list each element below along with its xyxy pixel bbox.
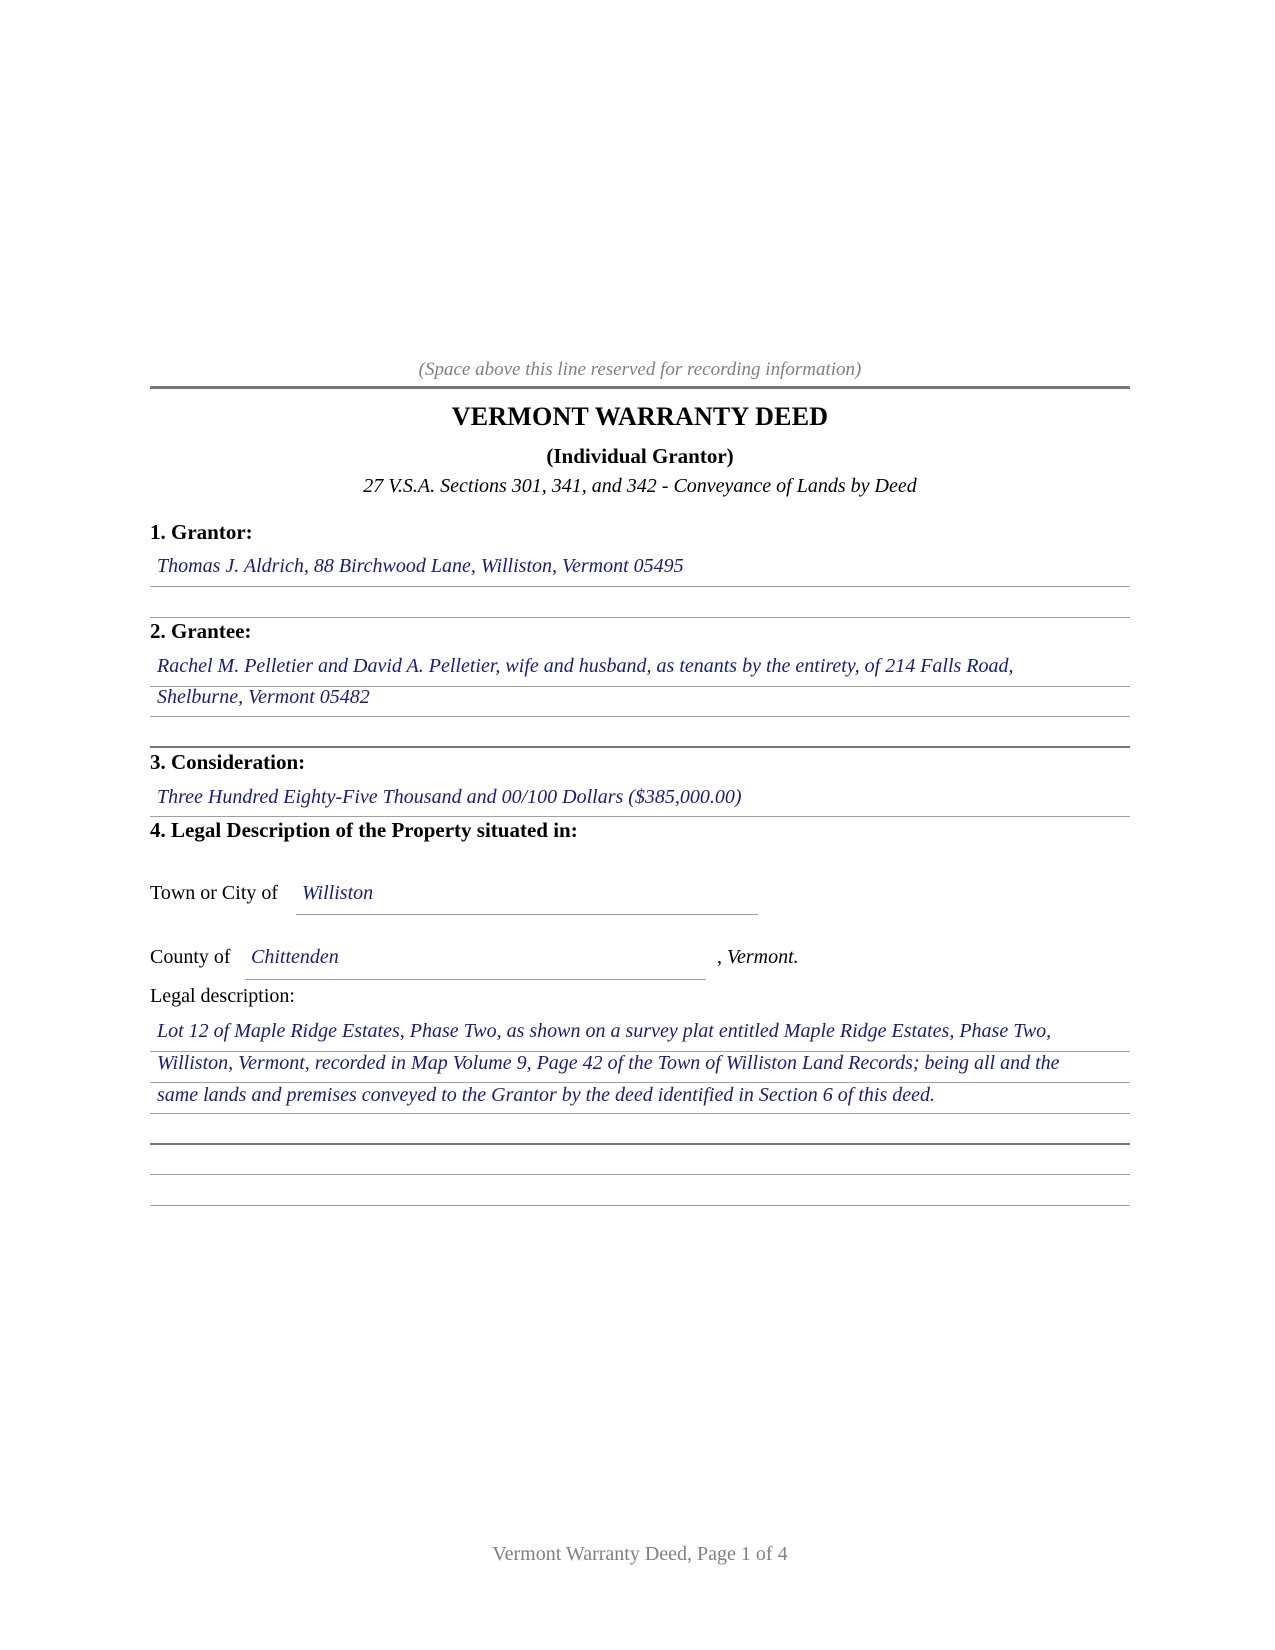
legal-description-label: Legal description: — [150, 985, 295, 1007]
grantor-field[interactable]: Thomas J. Aldrich, 88 Birchwood Lane, Williston, Vermont 05495 — [157, 555, 684, 577]
legal-description-line-3[interactable]: same lands and premises conveyed to the Grantor by the deed identified in Section 6 of this deed. — [157, 1084, 935, 1106]
county-line — [245, 979, 706, 980]
town-line — [296, 914, 758, 915]
legal-line-3 — [150, 1113, 1130, 1114]
legal-line-4 — [150, 1143, 1130, 1145]
consideration-line — [150, 816, 1130, 817]
recording-divider — [150, 386, 1130, 389]
legal-description-line-1[interactable]: Lot 12 of Maple Ridge Estates, Phase Two, as shown on a survey plat entitled Maple Ridge Estates, Phase Two, — [157, 1020, 1052, 1042]
grantor-heading: 1. Grantor: — [150, 520, 253, 544]
legal-description-line-2[interactable]: Williston, Vermont, recorded in Map Volume 9, Page 42 of the Town of Williston Land Records; being all and the — [157, 1052, 1060, 1074]
county-label: County of — [150, 946, 231, 968]
town-field[interactable]: Williston — [302, 882, 374, 904]
grantee-line-2 — [150, 716, 1130, 717]
grantor-line-2 — [150, 617, 1130, 618]
legal-line-5 — [150, 1174, 1130, 1175]
document-title: VERMONT WARRANTY DEED — [451, 402, 829, 431]
footer-total-pages: 4 — [777, 1543, 788, 1565]
deed-page — [150, 0, 1130, 1650]
town-label: Town or City of — [150, 882, 279, 904]
legal-heading: 4. Legal Description of the Property situated in: — [150, 818, 578, 842]
county-field[interactable]: Chittenden — [251, 946, 339, 968]
state-suffix: , Vermont. — [717, 946, 799, 968]
grantee-field-line-1[interactable]: Rachel M. Pelletier and David A. Pelletier, wife and husband, as tenants by the entirety, of 214 Falls Road, — [157, 655, 1014, 677]
legal-line-2 — [150, 1082, 1130, 1083]
grantee-line-3 — [150, 746, 1130, 748]
page-footer — [150, 1543, 1130, 1566]
statute-reference: 27 V.S.A. Sections 301, 341, and 342 - Conveyance of Lands by Deed — [363, 475, 917, 497]
grantee-heading: 2. Grantee: — [150, 619, 252, 643]
grantee-field-line-2[interactable]: Shelburne, Vermont 05482 — [157, 686, 370, 708]
consideration-heading: 3. Consideration: — [150, 750, 306, 774]
footer-page-number: 1 — [740, 1543, 751, 1565]
grantor-line-1 — [150, 586, 1130, 587]
recording-note: (Space above this line reserved for recording information) — [418, 359, 862, 380]
footer-doc-name: Vermont Warranty Deed, Page — [492, 1543, 736, 1565]
legal-line-6 — [150, 1205, 1130, 1206]
consideration-field[interactable]: Three Hundred Eighty-Five Thousand and 00/100 Dollars ($385,000.00) — [157, 786, 742, 808]
document-subtitle: (Individual Grantor) — [546, 444, 734, 468]
footer-of-label: of — [755, 1543, 773, 1565]
